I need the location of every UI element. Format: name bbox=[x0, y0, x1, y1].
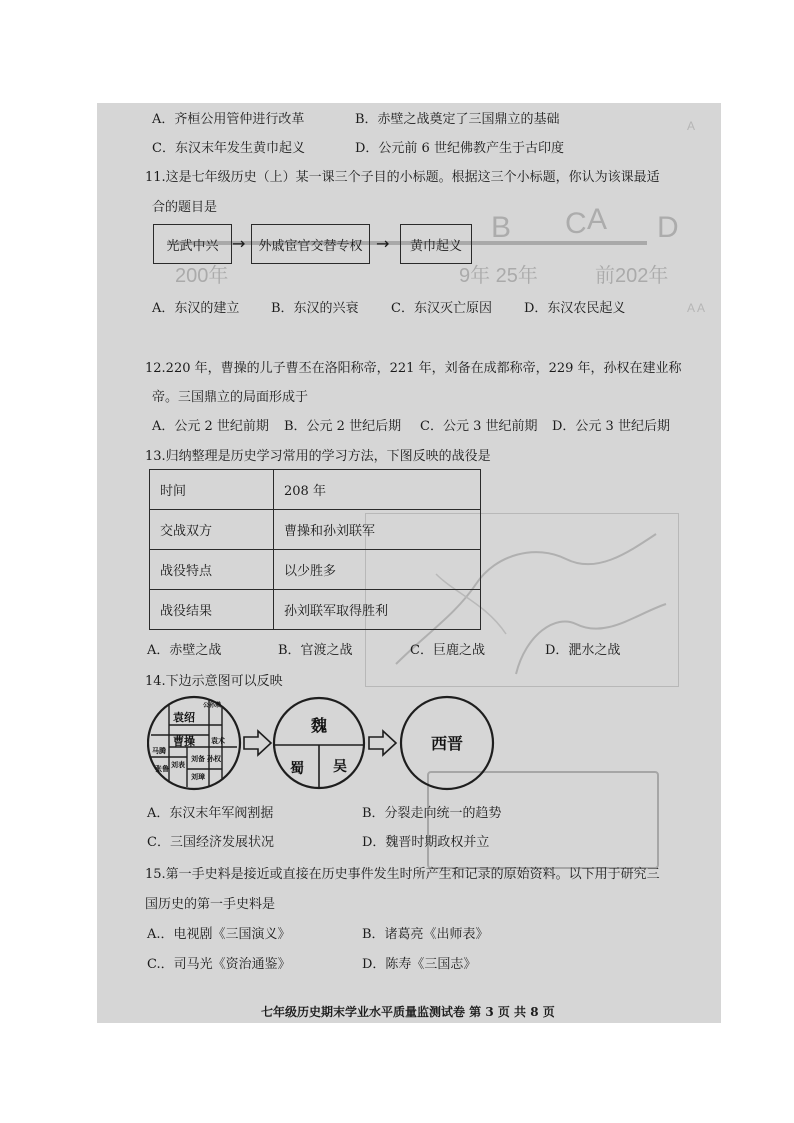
table-value-cell: 孙刘联军取得胜利 bbox=[274, 590, 481, 630]
q11-stem-cont: 合的题目是 bbox=[152, 200, 218, 215]
bleed-text: A A bbox=[687, 301, 706, 315]
warlord-label: 袁术 bbox=[211, 737, 225, 745]
bleed-text: 前202年 bbox=[595, 265, 669, 287]
bleed-text: A bbox=[687, 119, 696, 133]
warlord-label: 刘表 bbox=[171, 761, 185, 769]
bleed-text: A bbox=[587, 203, 608, 236]
q11-stem: 11.这是七年级历史（上）某一课三个子目的小标题。根据这三个小标题，你认为该课最适 bbox=[145, 170, 660, 185]
regime-diagram bbox=[147, 695, 537, 795]
q13-option-a: A．赤壁之战 bbox=[147, 643, 222, 658]
q10-option-d: D．公元前 6 世纪佛教产生于古印度 bbox=[355, 141, 564, 156]
flow-box-3: 黄巾起义 bbox=[400, 224, 472, 264]
q15-option-d: D．陈寿《三国志》 bbox=[362, 957, 477, 972]
q13-option-b: B．官渡之战 bbox=[278, 643, 353, 658]
table-key-cell: 战役结果 bbox=[150, 590, 274, 630]
table-value-cell: 208 年 bbox=[274, 470, 481, 510]
q10-option-a: A．齐桓公用管仲进行改革 bbox=[152, 112, 305, 127]
q14-option-d: D．魏晋时期政权并立 bbox=[362, 835, 490, 850]
western-jin-label: 西晋 bbox=[430, 734, 464, 753]
warlord-label: 张鲁 bbox=[155, 765, 169, 773]
q14-option-a: A．东汉末年军阀割据 bbox=[147, 806, 274, 821]
transition-arrow bbox=[369, 731, 396, 755]
q11-option-b: B．东汉的兴衰 bbox=[271, 301, 359, 316]
flow-arrow: → bbox=[232, 234, 246, 253]
warlord-label: 公孙瓒 bbox=[203, 702, 222, 709]
q14-option-c: C．三国经济发展状况 bbox=[147, 835, 274, 850]
q15-stem: 15.第一手史料是接近或直接在历史事件发生时所产生和记录的原始资料。以下用于研究三 bbox=[145, 867, 660, 882]
exam-page bbox=[97, 103, 721, 1023]
transition-arrow bbox=[244, 731, 271, 755]
q12-stem-cont: 帝。三国鼎立的局面形成于 bbox=[152, 390, 309, 405]
q15-stem-cont: 国历史的第一手史料是 bbox=[145, 897, 276, 912]
battle-table bbox=[149, 469, 481, 630]
q12-option-d: D．公元 3 世纪后期 bbox=[552, 419, 670, 434]
table-key-cell: 交战双方 bbox=[150, 510, 274, 550]
bleed-text: B bbox=[491, 211, 512, 244]
warlord-label: 曹操 bbox=[173, 735, 195, 748]
q12-stem: 12.220 年，曹操的儿子曹丕在洛阳称帝，221 年，刘备在成都称帝，229 年，孙权在建业称 bbox=[145, 361, 682, 376]
table-row bbox=[150, 550, 481, 590]
table-row bbox=[150, 470, 481, 510]
warlord-label: 孙权 bbox=[207, 755, 221, 763]
warlord-label: 刘备 bbox=[191, 755, 205, 763]
q11-option-c: C．东汉灭亡原因 bbox=[391, 301, 492, 316]
q14-option-b: B．分裂走向统一的趋势 bbox=[362, 806, 502, 821]
wu-label: 吴 bbox=[333, 759, 347, 775]
bleed-text: D bbox=[657, 211, 679, 244]
q13-option-c: C．巨鹿之战 bbox=[410, 643, 485, 658]
q15-option-a: A.．电视剧《三国演义》 bbox=[147, 927, 291, 942]
flow-box-1: 光武中兴 bbox=[153, 224, 232, 264]
shu-label: 蜀 bbox=[290, 761, 304, 777]
bleed-text: C bbox=[565, 207, 587, 240]
q14-stem: 14.下边示意图可以反映 bbox=[145, 674, 283, 689]
q11-option-d: D．东汉农民起义 bbox=[524, 301, 626, 316]
table-row bbox=[150, 510, 481, 550]
table-value-cell: 以少胜多 bbox=[274, 550, 481, 590]
q12-option-c: C．公元 3 世纪前期 bbox=[420, 419, 538, 434]
q11-option-a: A．东汉的建立 bbox=[152, 301, 240, 316]
table-row bbox=[150, 590, 481, 630]
flow-box-2: 外戚宦官交替专权 bbox=[251, 224, 370, 264]
q12-option-a: A．公元 2 世纪前期 bbox=[152, 419, 269, 434]
page-footer: 七年级历史期末学业水平质量监测试卷 第 3 页 共 8 页 bbox=[261, 1005, 555, 1019]
table-key-cell: 战役特点 bbox=[150, 550, 274, 590]
warlord-label: 刘璋 bbox=[191, 773, 205, 781]
table-value-cell: 曹操和孙刘联军 bbox=[274, 510, 481, 550]
warlord-label: 袁绍 bbox=[173, 711, 195, 724]
warlord-label: 马腾 bbox=[152, 747, 166, 755]
q10-option-c: C．东汉末年发生黄巾起义 bbox=[152, 141, 305, 156]
bleed-text: 200年 bbox=[175, 265, 229, 287]
q12-option-b: B．公元 2 世纪后期 bbox=[284, 419, 402, 434]
q13-stem: 13.归纳整理是历史学习常用的学习方法，下图反映的战役是 bbox=[145, 449, 491, 464]
wei-label: 魏 bbox=[310, 716, 328, 735]
table-key-cell: 时间 bbox=[150, 470, 274, 510]
q10-option-b: B．赤壁之战奠定了三国鼎立的基础 bbox=[355, 112, 560, 127]
q15-option-c: C.．司马光《资治通鉴》 bbox=[147, 957, 291, 972]
flow-arrow: → bbox=[376, 234, 390, 253]
q15-option-b: B．诸葛亮《出师表》 bbox=[362, 927, 489, 942]
bleed-text: 9年 25年 bbox=[459, 265, 538, 287]
q13-option-d: D．淝水之战 bbox=[545, 643, 621, 658]
